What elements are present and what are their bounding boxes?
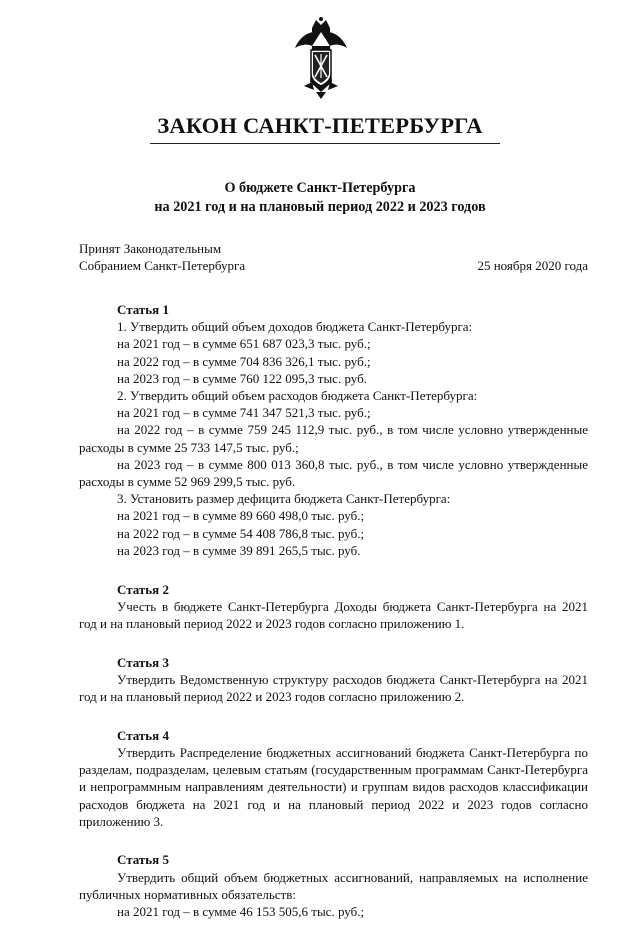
obligations-2021: на 2021 год – в сумме 46 153 505,6 тыс. руб.; [117,904,365,920]
deficit-2021: на 2021 год – в сумме 89 660 498,0 тыс. руб.; [117,508,365,524]
subtitle-line-2: на 2021 год и на плановый период 2022 и 2023 годов [154,199,486,215]
article-3 [79,654,588,706]
article-4 [79,727,588,830]
article-1 [79,301,588,559]
adoption-line-1: Принят Законодательным [79,241,222,256]
expenses-2023: на 2023 год – в сумме 800 013 360,8 тыс. руб., в том числе условно утвержденные расходы в сумме 52 969 299,5 тыс. руб. [79,456,588,490]
adoption-line-2: Собранием Санкт-Петербурга [79,258,246,273]
law-subtitle [0,179,640,217]
article-4-text: Утвердить Распределение бюджетных ассигнований бюджета Санкт-Петербурга по разделам, подразделам, целевым статьям (государственным программам Санкт-Петербурга и непрограммным направлениям деятельности) и группам видов расходов классификации расходов бюджета на 2021 год и на плановый период 2022 и 2023 годов согласно приложению 3. [79,744,588,829]
title-underline [150,143,500,144]
article-2-text: Учесть в бюджете Санкт-Петербурга Доходы бюджета Санкт-Петербурга на 2021 год и на плановый период 2022 и 2023 годов согласно приложению 1. [79,598,588,631]
adoption-note [79,240,245,274]
article-2 [79,581,588,633]
article-1-item-2: 2. Утвердить общий объем расходов бюджета Санкт-Петербурга: [117,388,478,404]
law-body [79,301,588,942]
article-5 [79,851,588,920]
article-3-heading: Статья 3 [117,654,169,670]
article-2-heading: Статья 2 [117,581,169,597]
article-1-item-3: 3. Установить размер дефицита бюджета Санкт-Петербурга: [117,491,451,507]
deficit-2023: на 2023 год – в сумме 39 891 265,5 тыс. руб. [117,542,361,558]
deficit-2022: на 2022 год – в сумме 54 408 786,8 тыс. руб.; [117,525,365,541]
coat-of-arms-emblem [292,16,350,100]
article-5-heading: Статья 5 [117,852,169,868]
article-1-item-1: 1. Утвердить общий объем доходов бюджета Санкт-Петербурга: [117,319,473,335]
article-4-heading: Статья 4 [117,727,169,743]
law-title: ЗАКОН САНКТ-ПЕТЕРБУРГА [157,113,483,138]
adoption-date: 25 ноября 2020 года [477,258,588,273]
expenses-2021: на 2021 год – в сумме 741 347 521,3 тыс. руб.; [117,405,371,421]
expenses-2022: на 2022 год – в сумме 759 245 112,9 тыс. руб., в том числе условно утвержденные расходы в сумме 25 733 147,5 тыс. руб.; [79,422,588,455]
article-1-heading: Статья 1 [117,302,169,317]
article-3-text: Утвердить Ведомственную структуру расходов бюджета Санкт-Петербурга на 2021 год и на плановый период 2022 и 2023 годов согласно приложению 2. [79,671,588,705]
article-5-text: Утвердить общий объем бюджетных ассигнований, направляемых на исполнение публичных нормативных обязательств: [79,869,588,902]
income-2023: на 2023 год – в сумме 760 122 095,3 тыс. руб. [117,370,367,386]
income-2022: на 2022 год – в сумме 704 836 326,1 тыс. руб.; [117,353,371,369]
income-2021: на 2021 год – в сумме 651 687 023,3 тыс. руб.; [117,336,371,352]
subtitle-line-1: О бюджете Санкт-Петербурга [224,180,416,196]
